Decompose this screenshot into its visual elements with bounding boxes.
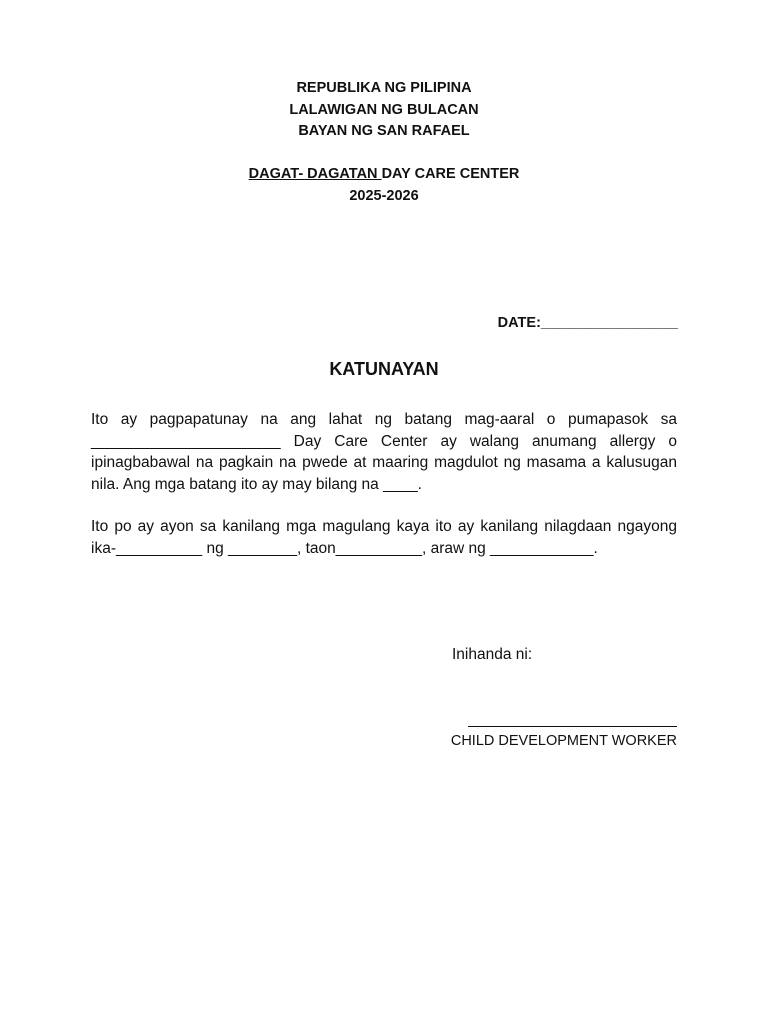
consent-paragraph: Ito po ay ayon sa kanilang mga magulang kaya ito ay kanilang nilagdaan ngayong ika-__________ ng ________, taon__________, araw ng ____________. [91, 518, 677, 557]
date-field: DATE:_________________ [497, 315, 678, 331]
header-municipality: BAYAN NG SAN RAFAEL [298, 123, 470, 139]
header-province: LALAWIGAN NG BULACAN [289, 101, 479, 118]
center-heading [0, 164, 768, 207]
prepared-by-label: Inihanda ni: [452, 646, 533, 663]
center-name-rest: DAY CARE CENTER [381, 166, 520, 182]
document-title: KATUNAYAN [329, 359, 439, 379]
letterhead [0, 78, 768, 143]
signature-line [468, 726, 677, 727]
center-name [0, 164, 768, 186]
certification-paragraph: Ito ay pagpapatunay na ang lahat ng batang mag-aaral o pumapasok sa ______________________ Day Care Center ay walang anumang allergy o ipinagbabawal na pagkain na pwede at maaring magdulot ng masama a kalusugan nila. Ang mga batang ito ay may bilang na ____. [91, 411, 677, 493]
school-year: 2025-2026 [349, 187, 419, 204]
signatory-title: CHILD DEVELOPMENT WORKER [450, 733, 677, 749]
center-name-underlined: DAGAT- DAGATAN [248, 166, 382, 182]
header-country: REPUBLIKA NG PILIPINA [296, 80, 472, 96]
